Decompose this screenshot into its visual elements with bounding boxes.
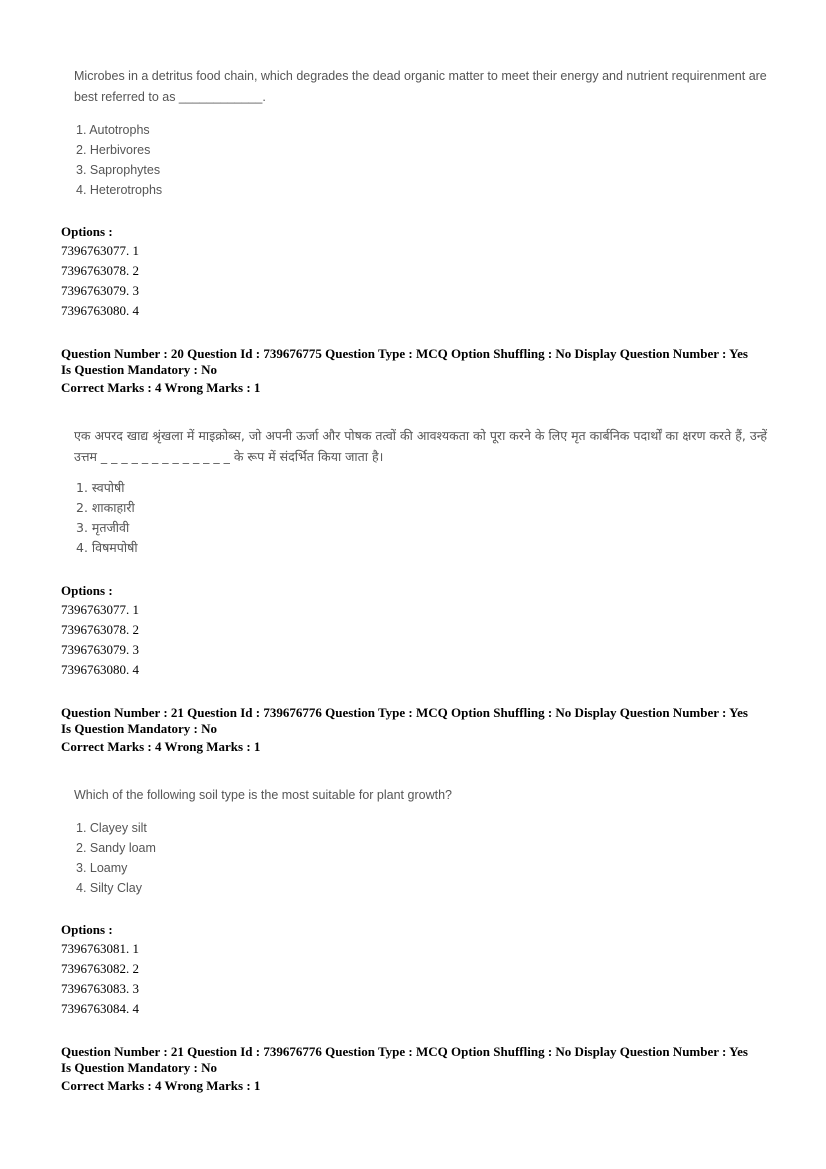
question-option: 1. Clayey silt <box>76 821 147 835</box>
question-text-21: Which of the following soil type is the most suitable for plant growth? <box>74 788 452 802</box>
question-meta-21 <box>61 705 781 755</box>
question-mandatory: Is Question Mandatory : No <box>61 1060 218 1075</box>
question-mandatory: Is Question Mandatory : No <box>61 721 218 736</box>
question-meta-line: Question Number : 21 Question Id : 739676776 Question Type : MCQ Option Shuffling : No Display Question Number : Yes <box>61 1044 748 1059</box>
option-id-row: 7396763079. 3 <box>61 642 139 657</box>
options-block-19 <box>61 222 139 321</box>
question-text-19: Microbes in a detritus food chain, which degrades the dead organic matter to meet their energy and nutrient requirenment are best referred to as ____________. <box>74 69 767 104</box>
question-option: 2. Sandy loam <box>76 841 156 855</box>
question-option: 4. Heterotrophs <box>76 183 163 197</box>
option-id-row: 7396763080. 4 <box>61 662 139 677</box>
option-id-row: 7396763081. 1 <box>61 941 139 956</box>
question-marks: Correct Marks : 4 Wrong Marks : 1 <box>61 739 261 754</box>
question-option: 4. विषमपोषी <box>76 540 138 555</box>
options-block-20 <box>61 581 139 680</box>
question-meta-21-hindi <box>61 1044 781 1094</box>
question-meta-line: Question Number : 20 Question Id : 739676775 Question Type : MCQ Option Shuffling : No Display Question Number : Yes <box>61 346 748 361</box>
options-label: Options : <box>61 224 113 239</box>
question-options-21 <box>76 818 156 898</box>
question-option: 3. Saprophytes <box>76 163 161 177</box>
option-id-row: 7396763082. 2 <box>61 961 139 976</box>
question-option: 4. Silty Clay <box>76 881 142 895</box>
question-meta-line: Question Number : 21 Question Id : 739676776 Question Type : MCQ Option Shuffling : No Display Question Number : Yes <box>61 705 748 720</box>
question-option: 3. Loamy <box>76 861 128 875</box>
option-id-row: 7396763078. 2 <box>61 622 139 637</box>
option-id-row: 7396763077. 1 <box>61 243 139 258</box>
option-id-row: 7396763077. 1 <box>61 602 139 617</box>
option-id-row: 7396763083. 3 <box>61 981 139 996</box>
question-options-19 <box>76 120 162 200</box>
option-id-row: 7396763079. 3 <box>61 283 139 298</box>
question-meta-20 <box>61 346 781 396</box>
question-option: 1. Autotrophs <box>76 123 150 137</box>
question-option: 2. शाकाहारी <box>76 500 135 515</box>
question-option: 1. स्वपोषी <box>76 480 125 495</box>
question-marks: Correct Marks : 4 Wrong Marks : 1 <box>61 380 261 395</box>
question-option: 2. Herbivores <box>76 143 151 157</box>
options-label: Options : <box>61 583 113 598</box>
option-id-row: 7396763084. 4 <box>61 1001 139 1016</box>
question-mandatory: Is Question Mandatory : No <box>61 362 218 377</box>
option-id-row: 7396763078. 2 <box>61 263 139 278</box>
question-marks: Correct Marks : 4 Wrong Marks : 1 <box>61 1078 261 1093</box>
options-label: Options : <box>61 922 113 937</box>
question-options-20 <box>76 478 138 558</box>
question-text-20: एक अपरद खाद्य श्रृंखला में माइक्रोब्स, जो अपनी ऊर्जा और पोषक तत्वों की आवश्यकता को पूरा करने के लिए मृत कार्बनिक पदार्थों का क्षरण करते हैं, उन्हें उत्तम _ _ _ _ _ _ _ _ _ _ _ _ _ के रूप में संदर्भित किया जाता है। <box>74 428 768 464</box>
question-option: 3. मृतजीवी <box>76 520 130 535</box>
option-id-row: 7396763080. 4 <box>61 303 139 318</box>
options-block-21 <box>61 920 139 1019</box>
